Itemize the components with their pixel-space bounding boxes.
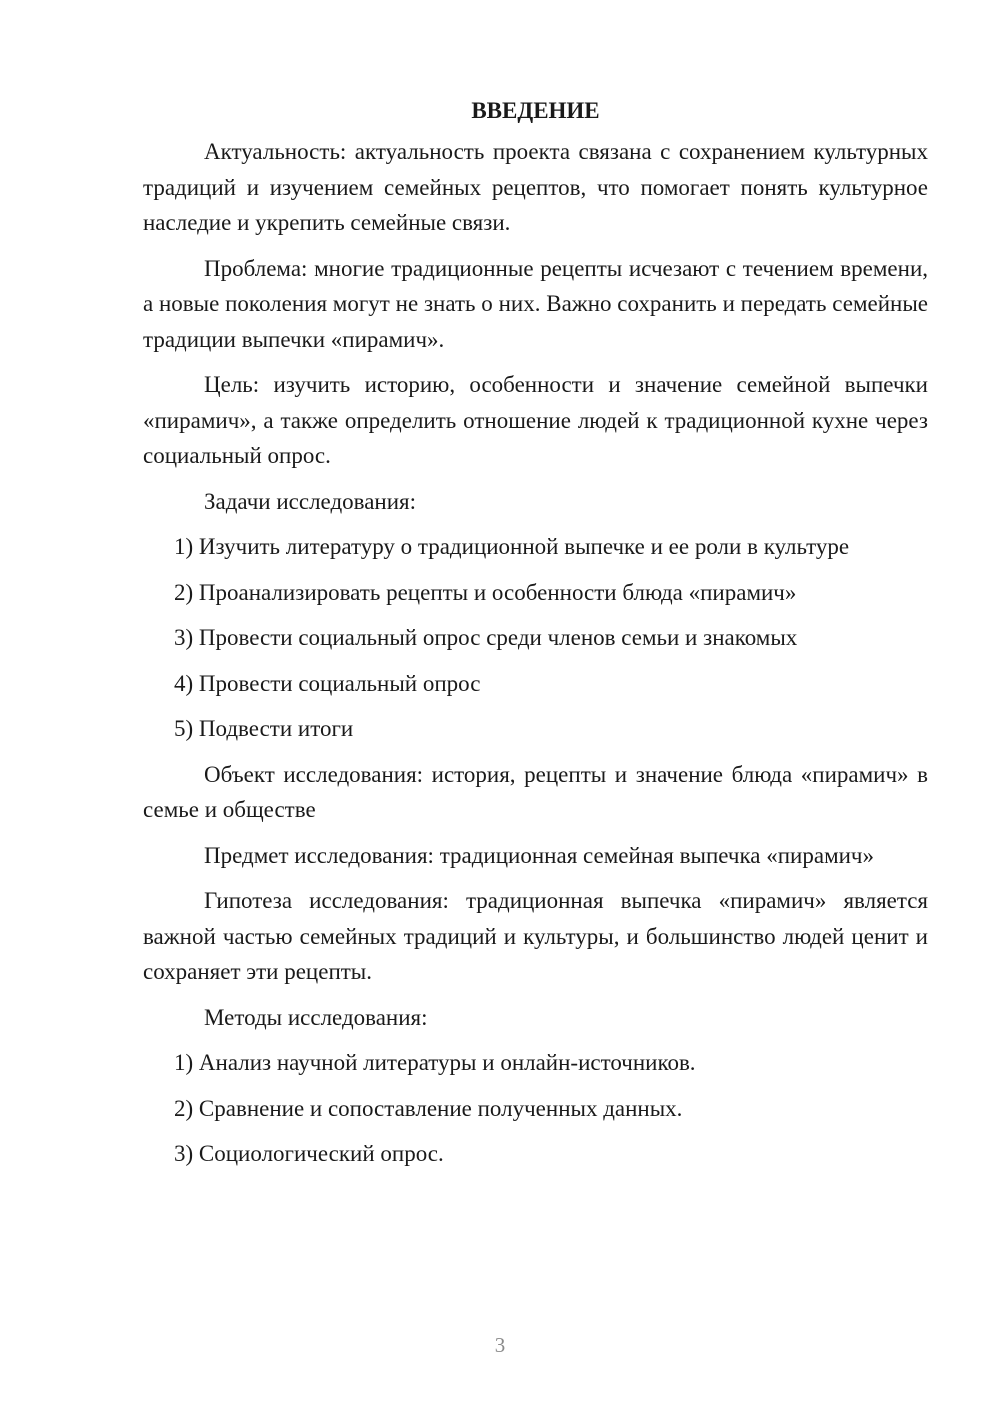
section-title: ВВЕДЕНИЕ: [471, 98, 600, 123]
page-content: [143, 93, 928, 1182]
problem-paragraph: Проблема: многие традиционные рецепты исчезают с течением времени, а новые поколения могут не знать о них. Важно сохранить и передать семейные традиции выпечки «пирамич».: [143, 255, 928, 352]
tasks-heading: Задачи исследования:: [204, 488, 417, 514]
relevance-paragraph: Актуальность: актуальность проекта связана с сохранением культурных традиций и изучением семейных рецептов, что помогает понять культурное наследие и укрепить семейные связи.: [143, 139, 928, 235]
method-item: 1) Анализ научной литературы и онлайн-источников.: [174, 1050, 696, 1075]
methods-heading: Методы исследования:: [204, 1004, 428, 1030]
task-item: 2) Проанализировать рецепты и особенности блюда «пирамич»: [174, 579, 797, 605]
goal-paragraph: Цель: изучить историю, особенности и значение семейной выпечки «пирамич», а также определить отношение людей к традиционной кухне через социальный опрос.: [143, 372, 928, 468]
hypothesis-paragraph: Гипотеза исследования: традиционная выпечка «пирамич» является важной частью семейных традиций и культуры, и большинство людей ценит и сохраняет эти рецепты.: [143, 888, 928, 984]
task-item: 3) Провести социальный опрос среди членов семьи и знакомых: [174, 625, 798, 650]
subject-paragraph: Предмет исследования: традиционная семейная выпечка «пирамич»: [204, 842, 874, 868]
method-item: 3) Социологический опрос.: [174, 1141, 444, 1166]
method-item: 2) Сравнение и сопоставление полученных данных.: [174, 1095, 683, 1121]
task-item: 5) Подвести итоги: [174, 716, 354, 741]
page-number: 3: [494, 1333, 506, 1357]
object-paragraph: Объект исследования: история, рецепты и значение блюда «пирамич» в семье и обществе: [143, 761, 928, 822]
task-item: 4) Провести социальный опрос: [174, 670, 481, 696]
task-item: 1) Изучить литературу о традиционной выпечке и ее роли в культуре: [174, 534, 850, 559]
